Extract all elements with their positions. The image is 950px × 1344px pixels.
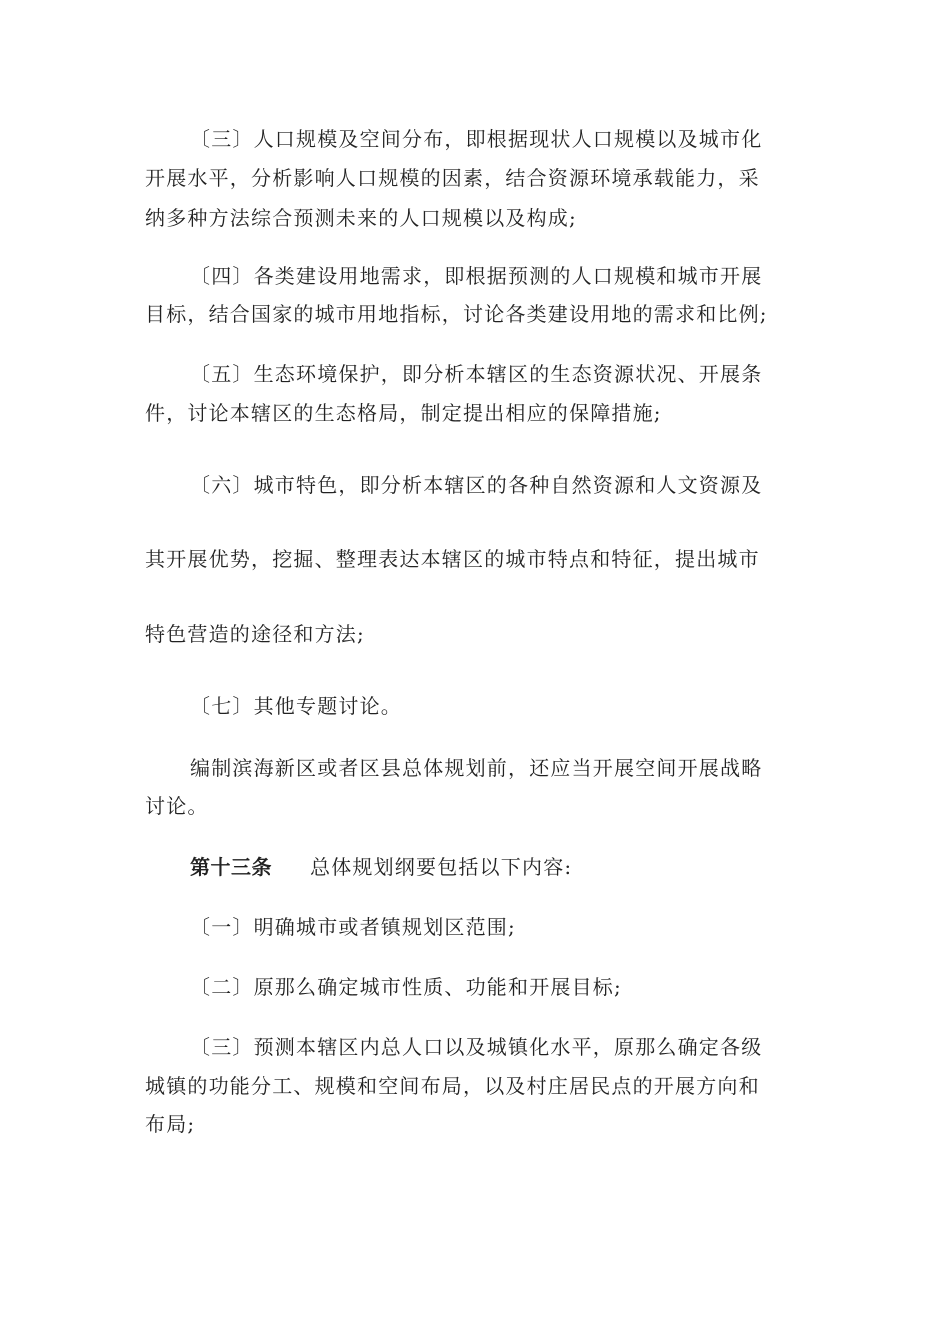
paragraph-6-line-1: 〔六〕城市特色，即分析本辖区的各种自然资源和人文资源及	[190, 473, 763, 497]
article-13-heading	[190, 855, 572, 879]
paragraph-8-line-2: 讨论。	[145, 794, 209, 818]
paragraph-6-line-2: 其开展优势，挖掘、整理表达本辖区的城市特点和特征，提出城市	[145, 547, 760, 571]
paragraph-4-line-1: 〔四〕各类建设用地需求，即根据预测的人口规模和城市开展	[190, 264, 763, 288]
paragraph-5-line-2: 件，讨论本辖区的生态格局，制定提出相应的保障措施;	[145, 401, 662, 425]
paragraph-3-line-2: 开展水平，分析影响人口规模的因素，结合资源环境承载能力，采	[145, 166, 760, 190]
article-13-item-3-line-2: 城镇的功能分工、规模和空间布局，以及村庄居民点的开展方向和	[145, 1074, 760, 1098]
article-13-label: 第十三条	[190, 855, 272, 879]
article-13-item-1: 〔一〕明确城市或者镇规划区范围;	[190, 915, 516, 939]
paragraph-6-line-3: 特色营造的途径和方法;	[145, 622, 365, 646]
paragraph-3-line-1: 〔三〕人口规模及空间分布，即根据现状人口规模以及城市化	[190, 127, 763, 151]
paragraph-4-line-2: 目标，结合国家的城市用地指标，讨论各类建设用地的需求和比例;	[145, 302, 768, 326]
article-13-item-3-line-3: 布局;	[145, 1112, 196, 1136]
article-13-item-3-line-1: 〔三〕预测本辖区内总人口以及城镇化水平，原那么确定各级	[190, 1035, 763, 1059]
paragraph-8-line-1: 编制滨海新区或者区县总体规划前，还应当开展空间开展战略	[190, 756, 763, 780]
article-13-text: 总体规划纲要包括以下内容:	[310, 855, 573, 879]
paragraph-3-line-3: 纳多种方法综合预测未来的人口规模以及构成;	[145, 206, 577, 230]
paragraph-7-line-1: 〔七〕其他专题讨论。	[190, 694, 402, 718]
paragraph-5-line-1: 〔五〕生态环境保护，即分析本辖区的生态资源状况、开展条	[190, 362, 763, 386]
article-13-item-2: 〔二〕原那么确定城市性质、功能和开展目标;	[190, 975, 622, 999]
